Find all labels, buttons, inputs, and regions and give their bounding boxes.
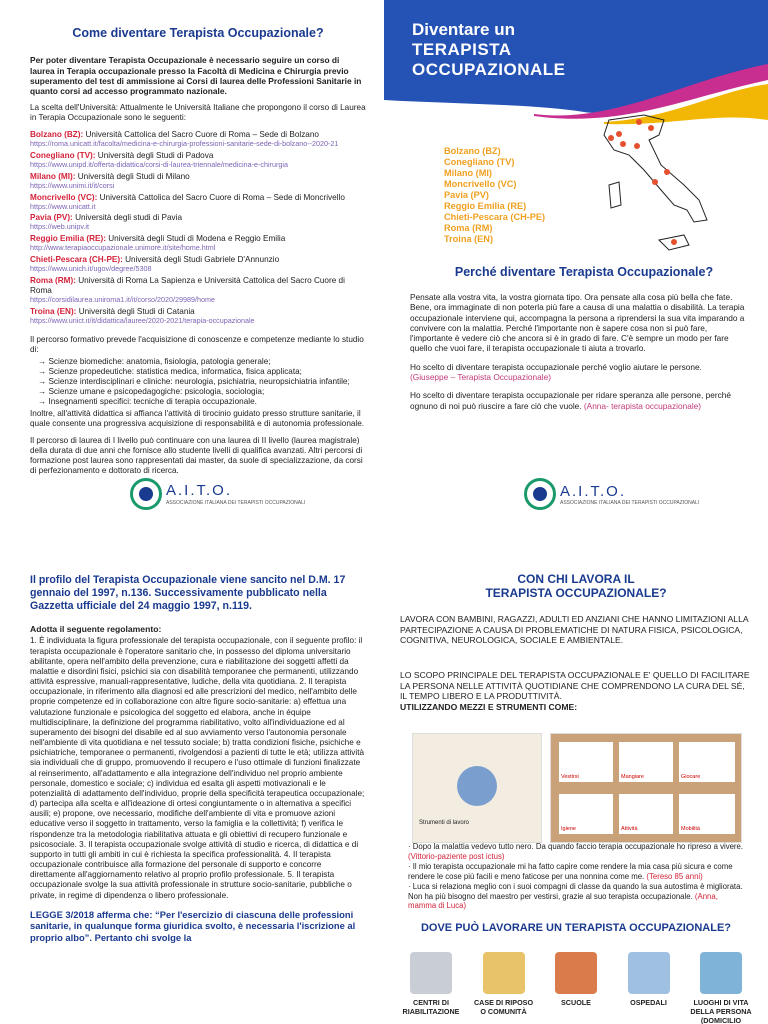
why-title: Perché diventare Terapista Occupazionale?: [454, 265, 714, 279]
curriculum-intro: Il percorso formativo prevede l'acquisizione di conoscenze e competenze mediante lo studio di:: [30, 335, 364, 355]
university-link[interactable]: https://web.unipv.it: [30, 222, 89, 232]
university-item: Moncrivello (VC): Università Cattolica del Sacro Cuore di Roma – Sede di Moncrivello https://www.unicatt.it: [30, 193, 366, 212]
city-list: Bolzano (BZ) Conegliano (TV) Milano (MI) Moncrivello (VC) Pavia (PV) Reggio Emilia (RE) Chieti-Pescara (CH-PE) Roma (RM) Troina (EN): [444, 146, 546, 245]
patient-quotes: [408, 842, 748, 912]
aito-emblem-icon: [130, 478, 162, 510]
page-title: Come diventare Terapista Occupazionale?: [72, 26, 324, 40]
list-item: → Scienze umane e psicopedagogiche: psicologia, sociologia;: [38, 387, 366, 397]
law-paragraph: LEGGE 3/2018 afferma che: “Per l'esercizio di ciascuna delle professioni sanitarie, in qualunque forma giuridica svolto, è necessaria l'iscrizione al proprio albo”. Pertanto chi svolge la: [30, 908, 356, 944]
who-title: CON CHI LAVORA IL TERAPISTA OCCUPAZIONALE?: [485, 572, 667, 600]
page-profile: [0, 550, 384, 1024]
banner-title: Diventare un TERAPISTA OCCUPAZIONALE: [412, 20, 566, 79]
purpose-paragraph: LO SCOPO PRINCIPALE DEL TERAPISTA OCCUPAZIONALE E' QUELLO DI FACILITARE LA PERSONA NELLE ATTIVITÀ QUOTIDIANE CHE COMPRENDONO LA CURA DEL SÉ, IL TEMPO LIBERO E LA PRODUTTIVITÀ.: [400, 670, 750, 702]
why-body: [410, 292, 750, 419]
rehab-center-icon: CENTRI DI RIABILITAZIONE: [400, 952, 462, 1024]
university-item: Reggio Emilia (RE): Università degli Studi di Modena e Reggio Emilia http://www.terapiaoccupazionale.unimore.it/site/home.html: [30, 234, 366, 253]
university-link[interactable]: https://corsidilaurea.uniroma1.it/it/corso/2020/29989/home: [30, 294, 215, 304]
university-item: Roma (RM): Università di Roma La Sapienza e Università Cattolica del Sacro Cuore di Roma https://corsidilaurea.uniroma1.it/it/corso/2020/29989/home: [30, 276, 366, 305]
hospital-icon: OSPEDALI: [618, 952, 680, 1024]
university-link[interactable]: https://www.unict.it/it/didattica/lauree/2020-2021/terapia-occupazionale: [30, 315, 255, 325]
italy-map-icon: [589, 110, 724, 260]
page-cover: [384, 0, 768, 530]
profile-title: Il profilo del Terapista Occupazionale viene sancito nel D.M. 17 gennaio del 1997, n.136. Successivamente pubblicato nella Gazzetta ufficiale del 24 maggio 1997, n.119.: [30, 574, 346, 613]
list-item: → Scienze biomediche: anatomia, fisiologia, patologia generale;: [38, 357, 366, 367]
where-title: DOVE PUÒ LAVORARE UN TERAPISTA OCCUPAZIONALE?: [420, 922, 732, 934]
list-item: → Insegnamenti specifici: tecniche di terapia occupazionale.: [38, 397, 366, 407]
university-item: Conegliano (TV): Università degli Studi di Padova https://www.unipd.it/offerta-didattica/corsi-di-laurea-triennale/medicina-e-chirurgia: [30, 151, 366, 170]
workplace-icons: [400, 952, 752, 1024]
university-item: Chieti-Pescara (CH-PE): Università degli Studi Gabriele D'Annunzio https://www.unich.it/ugov/degree/5308: [30, 255, 366, 274]
internship-paragraph: Inoltre, all'attività didattica si affianca l'attività di tirocinio guidato presso strutture sanitarie, il quale consente una progressiva acquisizione di responsabilità e di autonomia professionale.: [30, 409, 365, 429]
subject-list: [38, 357, 366, 407]
activity-photo: Strumenti di lavoro: [412, 733, 542, 843]
university-item: Bolzano (BZ): Università Cattolica del Sacro Cuore di Roma – Sede di Bolzano https://roma.unicatt.it/facolta/medicina-e-chirurgia-professioni-sanitarie-sede-di-bolzano--2020-21: [30, 130, 366, 149]
aito-emblem-icon: [524, 478, 556, 510]
quote: Ho scelto di diventare terapista occupazionale perché voglio aiutare le persone. (Giuseppe – Terapista Occupazionale): [410, 361, 702, 382]
page-separator: [0, 518, 768, 552]
university-item: Milano (MI): Università degli Studi di Milano https://www.unimi.it/it/corsi: [30, 172, 366, 191]
university-link[interactable]: https://www.unipd.it/offerta-didattica/corsi-di-laurea-triennale/medicina-e-chirurgia: [30, 160, 288, 170]
regulation-body: 1. È individuata la figura professionale del terapista occupazionale, con il seguente profilo: il terapista occupazionale è l'operatore sanitario che, in possesso del diploma universitario abilitante, opera nell'ambito della prevenzione, cura e riabilitazione dei soggetti affetti da malattie e disordini fisici, psichici sia con disabilità temporanee che permanenti, utilizzando attività espressive, manuali-rappresentative, ludiche, della vita quotidiana. 2. Il terapista occupazionale, in riferimento alla diagnosi ed alle prescrizioni del medico, nell'ambito delle proprie competenze ed in collaborazione con altre figure socio-sanitarie: a) effettua una valutazione funzionale e psicologica del soggetto ed elabora, anche in équipe multidisciplinare, la definizione del programma riabilitativo, volto all'individuazione ed al superamento dei bisogni del disabile ed al suo avviamento verso l'autonomia personale nell'ambiente di vita quotidiana e nel tessuto sociale; b) tratta condizioni fisiche, psichiche e psichiatriche, temporanee o permanenti, rivolgendosi a pazienti di tutte le età; utilizza attività sia individuali che di gruppo, promuovendo il recupero e l'uso ottimale di funzioni finalizzate al reinserimento, all'adattamento e alla integrazione dell'individuo nel proprio ambiente personale, domestico e sociale; c) individua ed esalta gli aspetti motivazionali e le potenzialità di adattamento dell'individuo, proprie della specificità terapeutica occupazionale; d) partecipa alla scelta e all'ideazione di ortesi congiuntamente o in alternativa a specifici ausili; e) propone, ove necessario, modifiche dell'ambiente di vita e promuove azioni educative verso il soggetto in trattamento, verso la famiglia e la collettività; f) verifica le rispondenze tra la metodologia riabilitativa attuata e gli obiettivi di recupero funzionale e psicosociale. 3. Il terapista occupazionale svolge attività di studio e ricerca, di didattica e di supporto in tutti gli ambiti in cui è richiesta la specifica professionalità. 4. Il terapista occupazionale contribuisce alla formazione del personale di supporto e concorre direttamente all'aggiornamento relativo al proprio profilo professionale. 5. Il terapista occupazionale svolge la sua attività professionale in strutture socio-sanitarie, pubbliche o private, in regime di dipendenza o libero professionale.: [30, 636, 365, 900]
quote: Ho scelto di diventare terapista occupazionale per ridare speranza alle persone, perché ognuno di noi può riuscire a fare ciò che vuole. (Anna- terapista occupazionale): [410, 390, 732, 411]
tools-heading: UTILIZZANDO MEZZI E STRUMENTI COME:: [400, 702, 578, 712]
home-icon: LUOGHI DI VITA DELLA PERSONA (DOMICILIO: [690, 952, 752, 1024]
list-item: → Scienze interdisciplinari e cliniche: neurologia, psichiatria, neuropsichiatria infantile;: [38, 377, 366, 387]
aito-logo: A.I.T.O. ASSOCIAZIONE ITALIANA DEI TERAPISTI OCCUPAZIONALI: [130, 478, 305, 510]
aito-logo: A.I.T.O. ASSOCIAZIONE ITALIANA DEI TERAPISTI OCCUPAZIONALI: [524, 478, 699, 510]
university-link[interactable]: https://roma.unicatt.it/facolta/medicina-e-chirurgia-professioni-sanitarie-sede-di-bolzano--2020-21: [30, 139, 339, 149]
university-link[interactable]: http://www.terapiaoccupazionale.unimore.it/site/home.html: [30, 243, 216, 253]
tools-image-collage: [412, 733, 742, 843]
degree-paragraph: Il percorso di laurea di I livello può continuare con una laurea di II livello (laurea magistrale) della durata di due anni che fornisce allo studente livelli di qualifica avanzati. Altri percorsi di formazione post laurea sono rappresentati dai master, da suole di specializzazione, da corsi di perfezionamento e dottorato di ricerca.: [30, 436, 363, 476]
list-item: → Scienze propedeutiche: statistica medica, informatica, fisica applicata;: [38, 367, 366, 377]
quote: · Il mio terapista occupazionale mi ha fatto capire come rendere la mia casa più sicura e come rendere le cose più facili e meno faticose per una nonnina come me. (Tereso 85 anni): [408, 862, 733, 881]
school-icon: SCUOLE: [545, 952, 607, 1024]
page-who-works: [384, 550, 768, 1024]
university-list: [30, 130, 366, 325]
pictogram-board: Vestirsi Mangiare Giocare Igiene Attività Mobilità: [550, 733, 742, 843]
university-item: Troina (EN): Università degli Studi di Catania https://www.unict.it/it/didattica/lauree/2020-2021/terapia-occupazionale: [30, 307, 366, 326]
nursing-home-icon: CASE DI RIPOSO O COMUNITÀ: [473, 952, 535, 1024]
regulation-heading: Adotta il seguente regolamento:: [30, 623, 162, 634]
university-intro: La scelta dell'Università: Attualmente le Università Italiane che propongono il corso di Laurea in Terapia Occupazionale sono le seguenti:: [30, 103, 366, 123]
intro-paragraph: Per poter diventare Terapista Occupazionale è necessario seguire un corso di laurea in Terapia occupazionale presso la Facoltà di Medicina e Chirurgia previo superamento del test di ammissione ai Corsi di laurea delle Professioni Sanitarie in quanto corsi ad accesso programmato nazionale.: [30, 55, 362, 96]
university-item: Pavia (PV): Università degli studi di Pavia https://web.unipv.it: [30, 213, 366, 232]
page-how-to-become: [0, 0, 384, 530]
quote: · Dopo la malattia vedevo tutto nero. Da quando faccio terapia occupazionale ho ripreso a vivere. (Vittorio-paziente post ictus): [408, 842, 744, 861]
university-link[interactable]: https://www.unich.it/ugov/degree/5308: [30, 263, 152, 273]
who-paragraph: LAVORA CON BAMBINI, RAGAZZI, ADULTI ED ANZIANI CHE HANNO LIMITAZIONI ALLA PARTECIPAZIONE A CAUSA DI PROBLEMATICHE DI NATURA FISICA, PSICOLOGICA, COGNITIVA, NEUROLOGICA, SOCIALE E AMBIENTALE.: [400, 614, 749, 646]
university-link[interactable]: https://www.unicatt.it: [30, 201, 96, 211]
university-link[interactable]: https://www.unimi.it/it/corsi: [30, 180, 115, 190]
quote: · Luca si relaziona meglio con i suoi compagni di classe da quando la sua autostima è migliorata. Non ha più bisogno del maestro per vestirsi, grazie al suo terapista occupazionale. (Anna, mamma di Luca): [408, 882, 743, 910]
why-paragraph: Pensate alla vostra vita, la vostra giornata tipo. Ora pensate alla cosa più bella che fate. Bene, ora immaginate di non poterla più fare a causa di una malattia o disabilità. La terapia occupazionale interviene qui, accompagna la persona a riprendersi la sua vita imparando a convivere con la malattia. Perché l'importante non è sapere cosa non si può fare, l'importante è vedere ciò che ancora si è in grado di fare. C'è sempre un modo per fare quello che vuoi fare, il terapista occupazionale ti aiuta a trovarlo.: [410, 292, 745, 354]
